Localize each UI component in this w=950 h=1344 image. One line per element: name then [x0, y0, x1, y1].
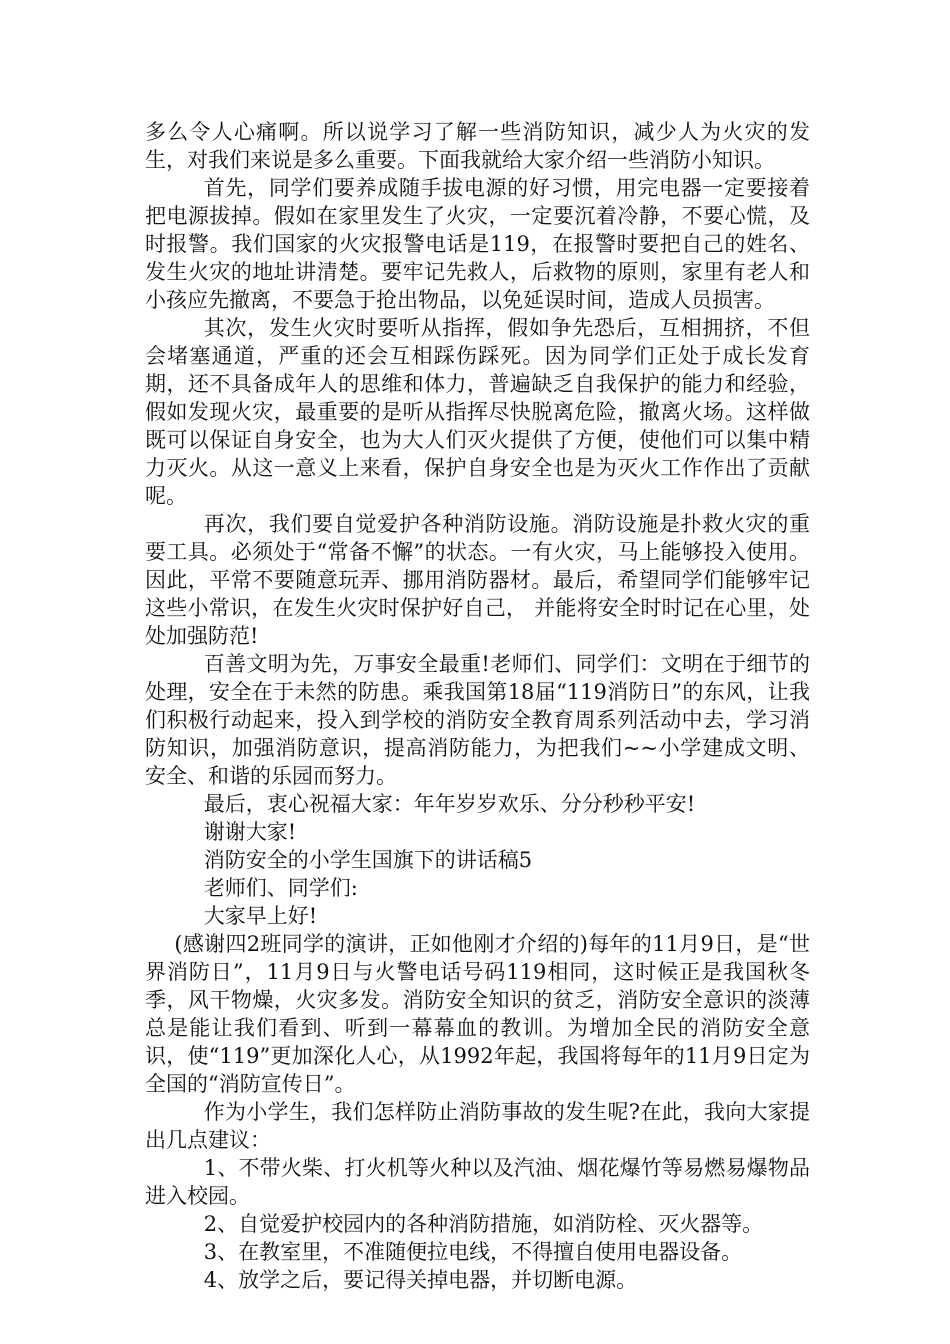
paragraph-fire-day: (感谢四2班同学的演讲，正如他刚才介绍的)每年的11月9日，是“世界消防日”，11月9日与火警电话号码119相同，这时候正是我国秋冬季，风干物燥，火灾多发。消防安全知识的贫乏，消防安全意识的淡薄总是能让我们看到、听到一幕幕血的教训。为增加全民的消防安全意识，使“119”更加深化人心，从1992年起，我国将每年的11月9日定为全国的“消防宣传日”。 — [145, 932, 811, 1096]
paragraph-suggestions-intro: 作为小学生，我们怎样防止消防事故的发生呢?在此，我向大家提出几点建议： — [145, 1100, 810, 1152]
speech-salutation: 老师们、同学们: — [203, 876, 358, 900]
list-item-4: 4、放学之后，要记得关掉电器，并切断电源。 — [203, 1268, 638, 1292]
paragraph-first-advice: 首先，同学们要养成随手拔电源的好习惯，用完电器一定要接着把电源拔掉。假如在家里发生了火灾，一定要沉着冷静，不要心慌，及时报警。我们国家的火灾报警电话是119，在报警时要把自己的姓名、发生火灾的地址讲清楚。要牢记先救人，后救物的原则，家里有老人和小孩应先撤离，不要急于抢出物品，以免延误时间，造成人员损害。 — [145, 176, 810, 312]
paragraph-intro: 多么令人心痛啊。所以说学习了解一些消防知识，减少人为火灾的发生，对我们来说是多么重要。下面我就给大家介绍一些消防小知识。 — [145, 120, 810, 172]
list-item-3: 3、在教室里，不准随便拉电线，不得擅自使用电器设备。 — [203, 1240, 743, 1264]
speech-title: 消防安全的小学生国旗下的讲话稿5 — [203, 848, 533, 872]
paragraph-blessing: 最后，衷心祝福大家：年年岁岁欢乐、分分秒秒平安! — [203, 792, 696, 816]
paragraph-third-advice: 再次，我们要自觉爱护各种消防设施。消防设施是扑救火灾的重要工具。必须处于“常备不懈”的状态。一有火灾，马上能够投入使用。因此，平常不要随意玩弄、挪用消防器材。最后，希望同学们能够牢记这些小常识，在发生火灾时保护好自己， 并能将安全时时记在心里，处处加强防范! — [145, 512, 810, 648]
list-item-2: 2、自觉爱护校园内的各种消防措施，如消防栓、灭火器等。 — [203, 1212, 764, 1236]
paragraph-civilization: 百善文明为先，万事安全最重!老师们、同学们：文明在于细节的处理，安全在于未然的防患。乘我国第18届“119消防日”的东风，让我们积极行动起来，投入到学校的消防安全教育周系列活动中去，学习消防知识，加强消防意识，提高消防能力，为把我们~~小学建成文明、安全、和谐的乐园而努力。 — [145, 652, 810, 788]
paragraph-thanks: 谢谢大家! — [203, 820, 297, 844]
speech-greeting: 大家早上好! — [203, 904, 318, 928]
document-body — [145, 118, 810, 1294]
paragraph-second-advice: 其次，发生火灾时要听从指挥，假如争先恐后，互相拥挤，不但会堵塞通道，严重的还会互相踩伤踩死。因为同学们正处于成长发育期，还不具备成年人的思维和体力，普遍缺乏自我保护的能力和经验，假如发现火灾，最重要的是听从指挥尽快脱离危险，撤离火场。这样做既可以保证自身安全，也为大人们灭火提供了方便，使他们可以集中精力灭火。从这一意义上来看，保护自身安全也是为灭火工作作出了贡献呢。 — [145, 316, 810, 508]
list-item-1: 1、不带火柴、打火机等火种以及汽油、烟花爆竹等易燃易爆物品进入校园。 — [145, 1156, 810, 1208]
